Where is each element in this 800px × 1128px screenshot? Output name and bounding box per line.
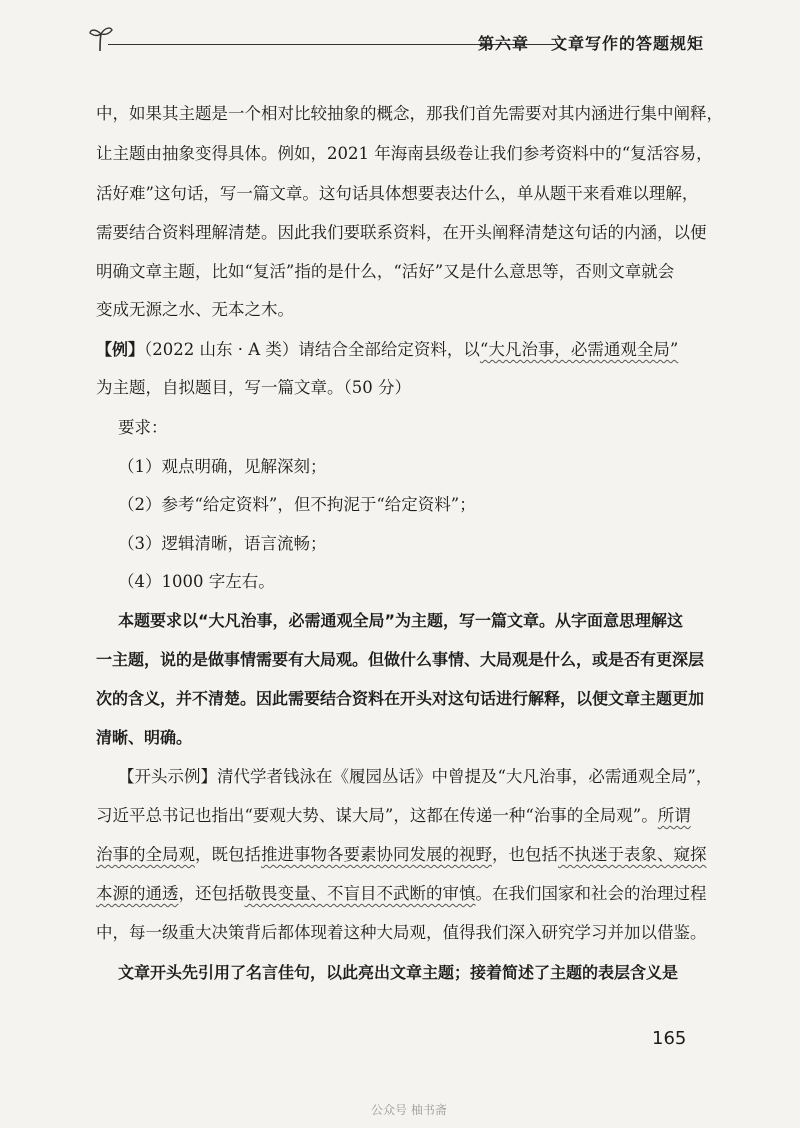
example-theme: “大凡治事，必需通观全局” [479,340,679,359]
analysis-line-4: 清晰、明确。 [96,728,193,747]
opening-example-line-5: 中，每一级重大决策背后都体现着这种大局观，值得我们深入研究学习并加以借鉴。 [96,923,707,942]
requirement-item: （2）参考“给定资料”，但不拘泥于“给定资料”； [118,495,476,514]
opening-example-line-2 [96,804,704,828]
example-source: （2022 山东 · A 类）请结合全部给定资料，以 [144,340,480,359]
opening-example-highlight: 敬畏变量、不盲目不武断的审慎 [244,884,476,903]
header-title [478,31,704,54]
running-header [88,22,708,62]
requirement-item: （1）观点明确，见解深刻； [118,457,327,476]
opening-example-highlight: 本源的通透 [96,884,179,903]
opening-example-text: 。在我们国家和社会的治理过程 [475,884,707,903]
chapter-title: 文章写作的答题规矩 [550,34,704,53]
opening-example-line-3 [96,843,707,867]
requirement-item: （4）1000 字左右。 [118,572,275,591]
opening-example-text: ，也包括 [492,845,558,864]
opening-example-text: 习近平总书记也指出“要观大势、谋大局”，这都在传递一种“治事的全局观”。 [96,806,658,825]
closing-line: 文章开头先引用了名言佳句，以此亮出文章主题；接着简述了主题的表层含义是 [118,963,679,982]
opening-example-text: 清代学者钱泳在《履园丛话》中曾提及“大凡治事，必需通观全局”， [217,767,713,786]
opening-example-line-1 [118,765,726,789]
watermark: 公众号 柚书斋 [371,1103,447,1117]
body-line-5: 明确文章主题，比如“复活”指的是什么，“活好”又是什么意思等，否则文章就会 [96,262,675,281]
analysis-line-1: 本题要求以“大凡治事，必需通观全局”为主题，写一篇文章。从字面意思理解这 [118,611,684,630]
page-number: 165 [652,1028,687,1049]
body-line-4: 需要结合资料理解清楚。因此我们要联系资料，在开头阐释清楚这句话的内涵，以便 [96,223,707,242]
opening-example-highlight: 不执迷于表象、窥探 [558,845,707,864]
opening-example-line-4 [96,882,707,906]
opening-example-highlight: 治事的全局观 [96,845,195,864]
body-line-1: 中，如果其主题是一个相对比较抽象的概念，那我们首先需要对其内涵进行集中阐释， [96,104,723,123]
example-line-2: 为主题，自拟题目，写一篇文章。（50 分） [96,378,411,397]
sprout-icon [88,24,114,52]
analysis-line-3: 次的含义，并不清楚。因此需要结合资料在开头对这句话进行解释，以便文章主题更加 [96,689,705,708]
opening-example-text: ，还包括 [178,884,245,903]
body-line-6: 变成无源之水、无本之木。 [96,300,294,319]
example-line-1 [96,338,704,362]
opening-example-highlight: 推进事物各要素协同发展的视野 [261,845,492,864]
body-line-2: 让主题由抽象变得具体。例如，2021 年海南县级卷让我们参考资料中的“复活容易， [96,144,713,163]
analysis-line-2: 一主题，说的是做事情需要有大局观。但做什么事情、大局观是什么，或是否有更深层 [96,650,705,669]
opening-example-label: 【开头示例】 [118,767,217,786]
example-label: 【例】 [96,340,145,359]
requirements-title: 要求： [118,418,168,437]
chapter-number: 第六章 [477,34,529,53]
opening-example-text: ，既包括 [195,845,261,864]
body-line-3: 活好难”这句话，写一篇文章。这句话具体想要表达什么，单从题干来看难以理解， [96,184,699,203]
opening-example-highlight: 所谓 [657,806,691,825]
requirement-item: （3）逻辑清晰，语言流畅； [118,534,327,553]
